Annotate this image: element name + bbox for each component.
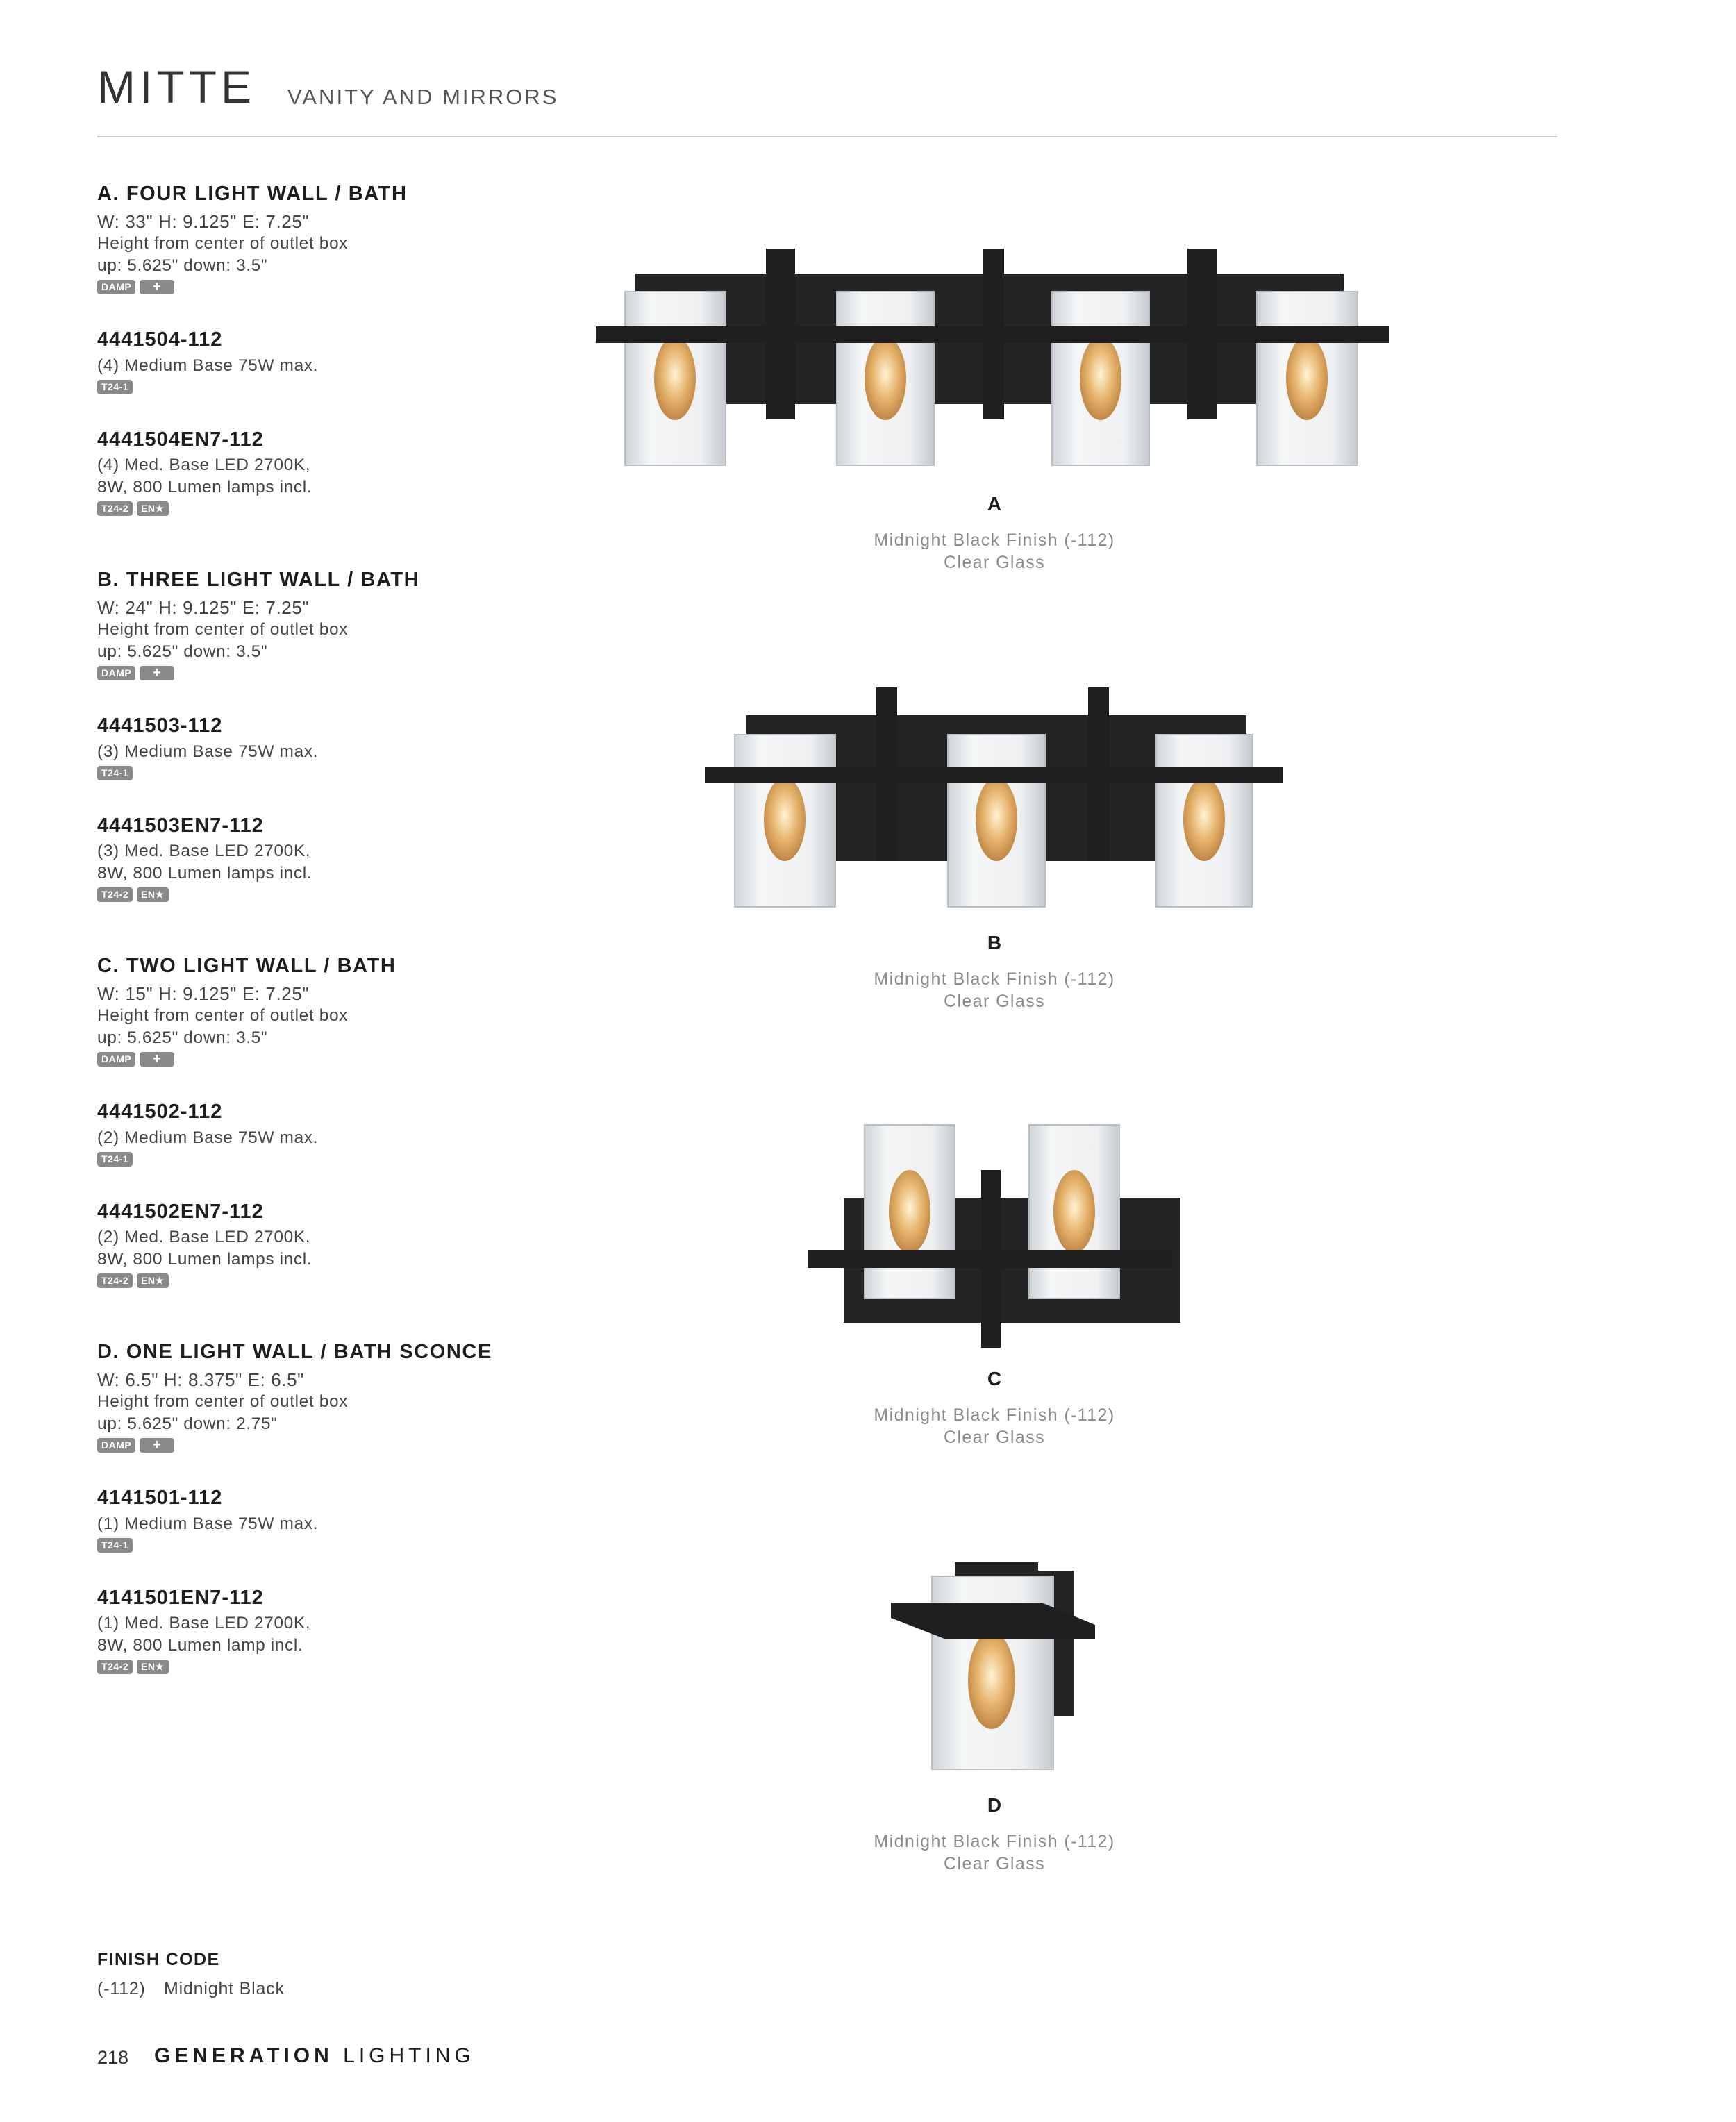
page-number: 218 — [97, 2047, 129, 2068]
damp-badge: DAMP — [97, 280, 135, 294]
finish-caption: Midnight Black Finish (-112) — [874, 969, 1115, 989]
t24-badge: T24-1 — [97, 380, 133, 394]
energy-star-badge: EN★ — [137, 1660, 169, 1674]
cross-badge-icon: + — [140, 1052, 174, 1067]
cross-badge-icon: + — [140, 280, 174, 294]
sku-code: 4441503EN7-112 — [97, 814, 264, 837]
finish-code-name: Midnight Black — [164, 1979, 285, 1998]
cross-badge-icon: + — [140, 666, 174, 680]
glass-caption: Clear Glass — [944, 553, 1045, 572]
cross-badge-icon: + — [140, 1438, 174, 1453]
lamp-spec: (4) Med. Base LED 2700K, — [97, 456, 311, 475]
sku-code: 4441503-112 — [97, 714, 223, 737]
glass-caption: Clear Glass — [944, 1428, 1045, 1447]
product-dimensions: W: 24" H: 9.125" E: 7.25" — [97, 596, 310, 618]
lamp-spec: (3) Med. Base LED 2700K, — [97, 842, 311, 861]
product-title: B. THREE LIGHT WALL / BATH — [97, 569, 420, 591]
fixture-c-image — [808, 1125, 1180, 1348]
glass-shade — [1029, 1125, 1119, 1298]
glass-shade — [1156, 735, 1252, 907]
section-subtitle: VANITY AND MIRRORS — [287, 85, 559, 109]
lamp-spec: (2) Medium Base 75W max. — [97, 1128, 319, 1147]
product-dimensions: W: 33" H: 9.125" E: 7.25" — [97, 210, 310, 232]
outlet-height-label: Height from center of outlet box — [97, 233, 349, 253]
glass-shade — [865, 1125, 955, 1298]
fixture-a-image — [596, 249, 1389, 465]
damp-badge: DAMP — [97, 666, 135, 680]
sku-code: 4141501-112 — [97, 1486, 223, 1509]
lamp-spec: 8W, 800 Lumen lamps incl. — [97, 864, 312, 883]
t24-badge: T24-1 — [97, 1538, 133, 1553]
sku-code: 4441502-112 — [97, 1100, 223, 1123]
finish-code-title: FINISH CODE — [97, 1950, 220, 1969]
brand-wordmark — [154, 2044, 475, 2068]
t24-badge: T24-2 — [97, 1660, 133, 1674]
energy-star-badge: EN★ — [137, 501, 169, 516]
sku-code: 4441502EN7-112 — [97, 1200, 264, 1223]
lamp-spec: 8W, 800 Lumen lamp incl. — [97, 1636, 303, 1655]
product-title: D. ONE LIGHT WALL / BATH SCONCE — [97, 1341, 492, 1363]
glass-shade — [735, 735, 835, 907]
outlet-height-label: Height from center of outlet box — [97, 619, 349, 639]
lamp-spec: (2) Med. Base LED 2700K, — [97, 1228, 311, 1247]
sku-code: 4441504-112 — [97, 328, 223, 351]
fixture-b-image — [705, 687, 1283, 907]
finish-code-value: (-112) — [97, 1979, 146, 1998]
outlet-height-values: up: 5.625" down: 3.5" — [97, 1028, 268, 1047]
fixture-letter: D — [987, 1794, 1002, 1816]
glass-shade — [1257, 292, 1358, 465]
fixture-letter: B — [987, 932, 1002, 953]
lamp-spec: 8W, 800 Lumen lamps incl. — [97, 478, 312, 497]
t24-badge: T24-2 — [97, 1273, 133, 1288]
outlet-height-values: up: 5.625" down: 3.5" — [97, 642, 268, 661]
glass-shade — [1052, 292, 1149, 465]
product-dimensions: W: 15" H: 9.125" E: 7.25" — [97, 983, 310, 1004]
glass-caption: Clear Glass — [944, 992, 1045, 1011]
lamp-spec: 8W, 800 Lumen lamps incl. — [97, 1250, 312, 1269]
fixture-d-image — [891, 1562, 1095, 1769]
sku-code: 4441504EN7-112 — [97, 428, 264, 451]
glass-shade — [837, 292, 934, 465]
outlet-height-values: up: 5.625" down: 2.75" — [97, 1414, 278, 1433]
product-title: C. TWO LIGHT WALL / BATH — [97, 955, 397, 977]
t24-badge: T24-1 — [97, 766, 133, 780]
series-title: MITTE — [97, 61, 256, 112]
sku-code: 4141501EN7-112 — [97, 1586, 264, 1609]
lamp-spec: (4) Medium Base 75W max. — [97, 356, 319, 375]
energy-star-badge: EN★ — [137, 887, 169, 902]
fixture-letter: A — [987, 493, 1002, 515]
lamp-spec: (1) Medium Base 75W max. — [97, 1514, 319, 1533]
t24-badge: T24-2 — [97, 887, 133, 902]
lamp-spec: (1) Med. Base LED 2700K, — [97, 1614, 311, 1633]
brand-bold: GENERATION — [154, 2044, 333, 2067]
damp-badge: DAMP — [97, 1438, 135, 1453]
finish-caption: Midnight Black Finish (-112) — [874, 1405, 1115, 1425]
glass-shade — [625, 292, 726, 465]
product-dimensions: W: 6.5" H: 8.375" E: 6.5" — [97, 1369, 305, 1390]
t24-badge: T24-2 — [97, 501, 133, 516]
glass-shade — [948, 735, 1045, 907]
energy-star-badge: EN★ — [137, 1273, 169, 1288]
glass-caption: Clear Glass — [944, 1854, 1045, 1873]
lamp-spec: (3) Medium Base 75W max. — [97, 742, 319, 761]
fixture-letter: C — [987, 1368, 1002, 1389]
product-title: A. FOUR LIGHT WALL / BATH — [97, 183, 408, 205]
finish-caption: Midnight Black Finish (-112) — [874, 1832, 1115, 1851]
outlet-height-label: Height from center of outlet box — [97, 1392, 349, 1411]
damp-badge: DAMP — [97, 1052, 135, 1067]
brand-light: LIGHTING — [343, 2044, 475, 2067]
outlet-height-values: up: 5.625" down: 3.5" — [97, 256, 268, 275]
t24-badge: T24-1 — [97, 1152, 133, 1167]
finish-caption: Midnight Black Finish (-112) — [874, 530, 1115, 550]
outlet-height-label: Height from center of outlet box — [97, 1005, 349, 1025]
